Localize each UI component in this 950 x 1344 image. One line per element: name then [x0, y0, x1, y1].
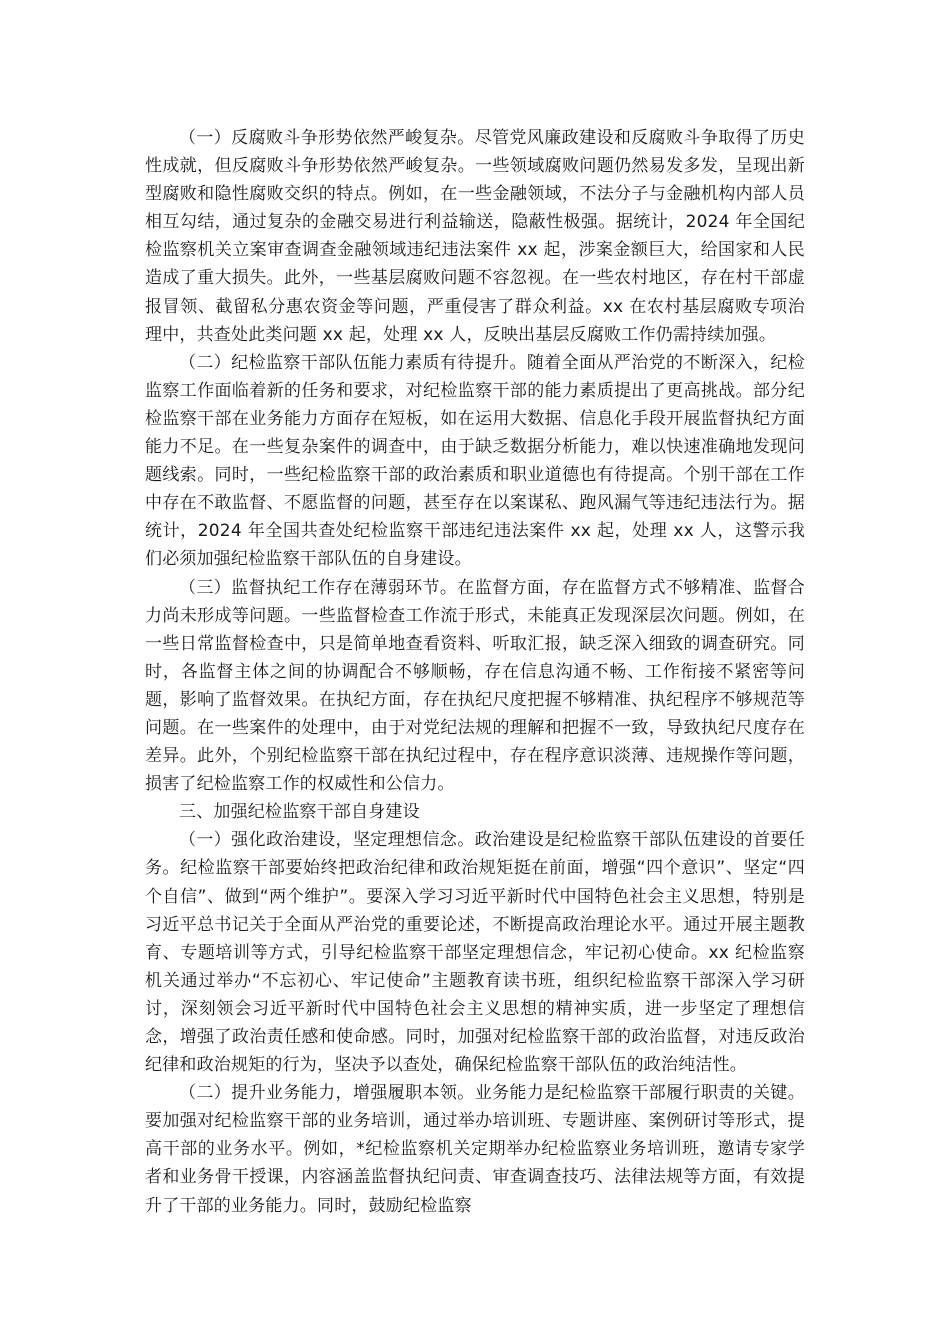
paragraph-corruption-situation: （一）反腐败斗争形势依然严峻复杂。尽管党风廉政建设和反腐败斗争取得了历史性成就，但反腐败斗争形势依然严峻复杂。一些领域腐败问题仍然易发多发，呈现出新型腐败和隐性腐败交织的特点。例如，在一些金融领域，不法分子与金融机构内部人员相互勾结，通过复杂的金融交易进行利益输送，隐蔽性极强。据统计，2024 年全国纪检监察机关立案审查调查金融领域违纪违法案件 xx 起，涉案金额巨大，给国家和人民造成了重大损失。此外，一些基层腐败问题不容忽视。在一些农村地区，存在村干部虚报冒领、截留私分惠农资金等问题，严重侵害了群众利益。xx 在农村基层腐败专项治理中，共查处此类问题 xx 起，处理 xx 人，反映出基层反腐败工作仍需持续加强。	[145, 128, 805, 345]
paragraph-political-construction: （一）强化政治建设，坚定理想信念。政治建设是纪检监察干部队伍建设的首要任务。纪检监察干部要始终把政治纪律和政治规矩挺在前面，增强“四个意识”、坚定“四个自信”、做到“两个维护”。要深入学习习近平新时代中国特色社会主义思想，特别是习近平总书记关于全面从严治党的重要论述，不断提高政治理论水平。通过开展主题教育、专题培训等方式，引导纪检监察干部坚定理想信念，牢记初心使命。xx 纪检监察机关通过举办“不忘初心、牢记使命”主题教育读书班，组织纪检监察干部深入学习研讨，深刻领会习近平新时代中国特色社会主义思想的精神实质，进一步坚定了理想信念，增强了政治责任感和使命感。同时，加强对纪检监察干部的政治监督，对违反政治纪律和政治规矩的行为，坚决予以查处，确保纪检监察干部队伍的政治纯洁性。	[145, 830, 805, 1076]
document-body	[145, 124, 805, 1220]
paragraph-cadre-capability: （二）纪检监察干部队伍能力素质有待提升。随着全面从严治党的不断深入，纪检监察工作面临着新的任务和要求，对纪检监察干部的能力素质提出了更高挑战。部分纪检监察干部在业务能力方面存在短板，如在运用大数据、信息化手段开展监督执纪方面能力不足。在一些复杂案件的调查中，由于缺乏数据分析能力，难以快速准确地发现问题线索。同时，一些纪检监察干部的政治素质和职业道德也有待提高。个别干部在工作中存在不敢监督、不愿监督的问题，甚至存在以案谋私、跑风漏气等违纪违法行为。据统计，2024 年全国共查处纪检监察干部违纪违法案件 xx 起，处理 xx 人，这警示我们必须加强纪检监察干部队伍的自身建设。	[145, 352, 805, 570]
section-heading: 三、加强纪检监察干部自身建设	[179, 802, 420, 823]
paragraph-supervision-weakness: （三）监督执纪工作存在薄弱环节。在监督方面，存在监督方式不够精准、监督合力尚未形成等问题。一些监督检查工作流于形式，未能真正发现深层次问题。例如，在一些日常监督检查中，只是简单地查看资料、听取汇报，缺乏深入细致的调查研究。同时，各监督主体之间的协调配合不够顺畅，存在信息沟通不畅、工作衔接不紧密等问题，影响了监督效果。在执纪方面，存在执纪尺度把握不够精准、执纪程序不够规范等问题。在一些案件的处理中，由于对党纪法规的理解和把握不一致，导致执纪尺度存在差异。此外，个别纪检监察干部在执纪过程中，存在程序意识淡薄、违规操作等问题，损害了纪检监察工作的权威性和公信力。	[145, 577, 805, 795]
paragraph-business-capability: （二）提升业务能力，增强履职本领。业务能力是纪检监察干部履行职责的关键。要加强对纪检监察干部的业务培训，通过举办培训班、专题讲座、案例研讨等形式，提高干部的业务水平。例如，*纪检监察机关定期举办纪检监察业务培训班，邀请专家学者和业务骨干授课，内容涵盖监督执纪问责、审查调查技巧、法律法规等方面，有效提升了干部的业务能力。同时，鼓励纪检监察	[145, 1083, 805, 1216]
